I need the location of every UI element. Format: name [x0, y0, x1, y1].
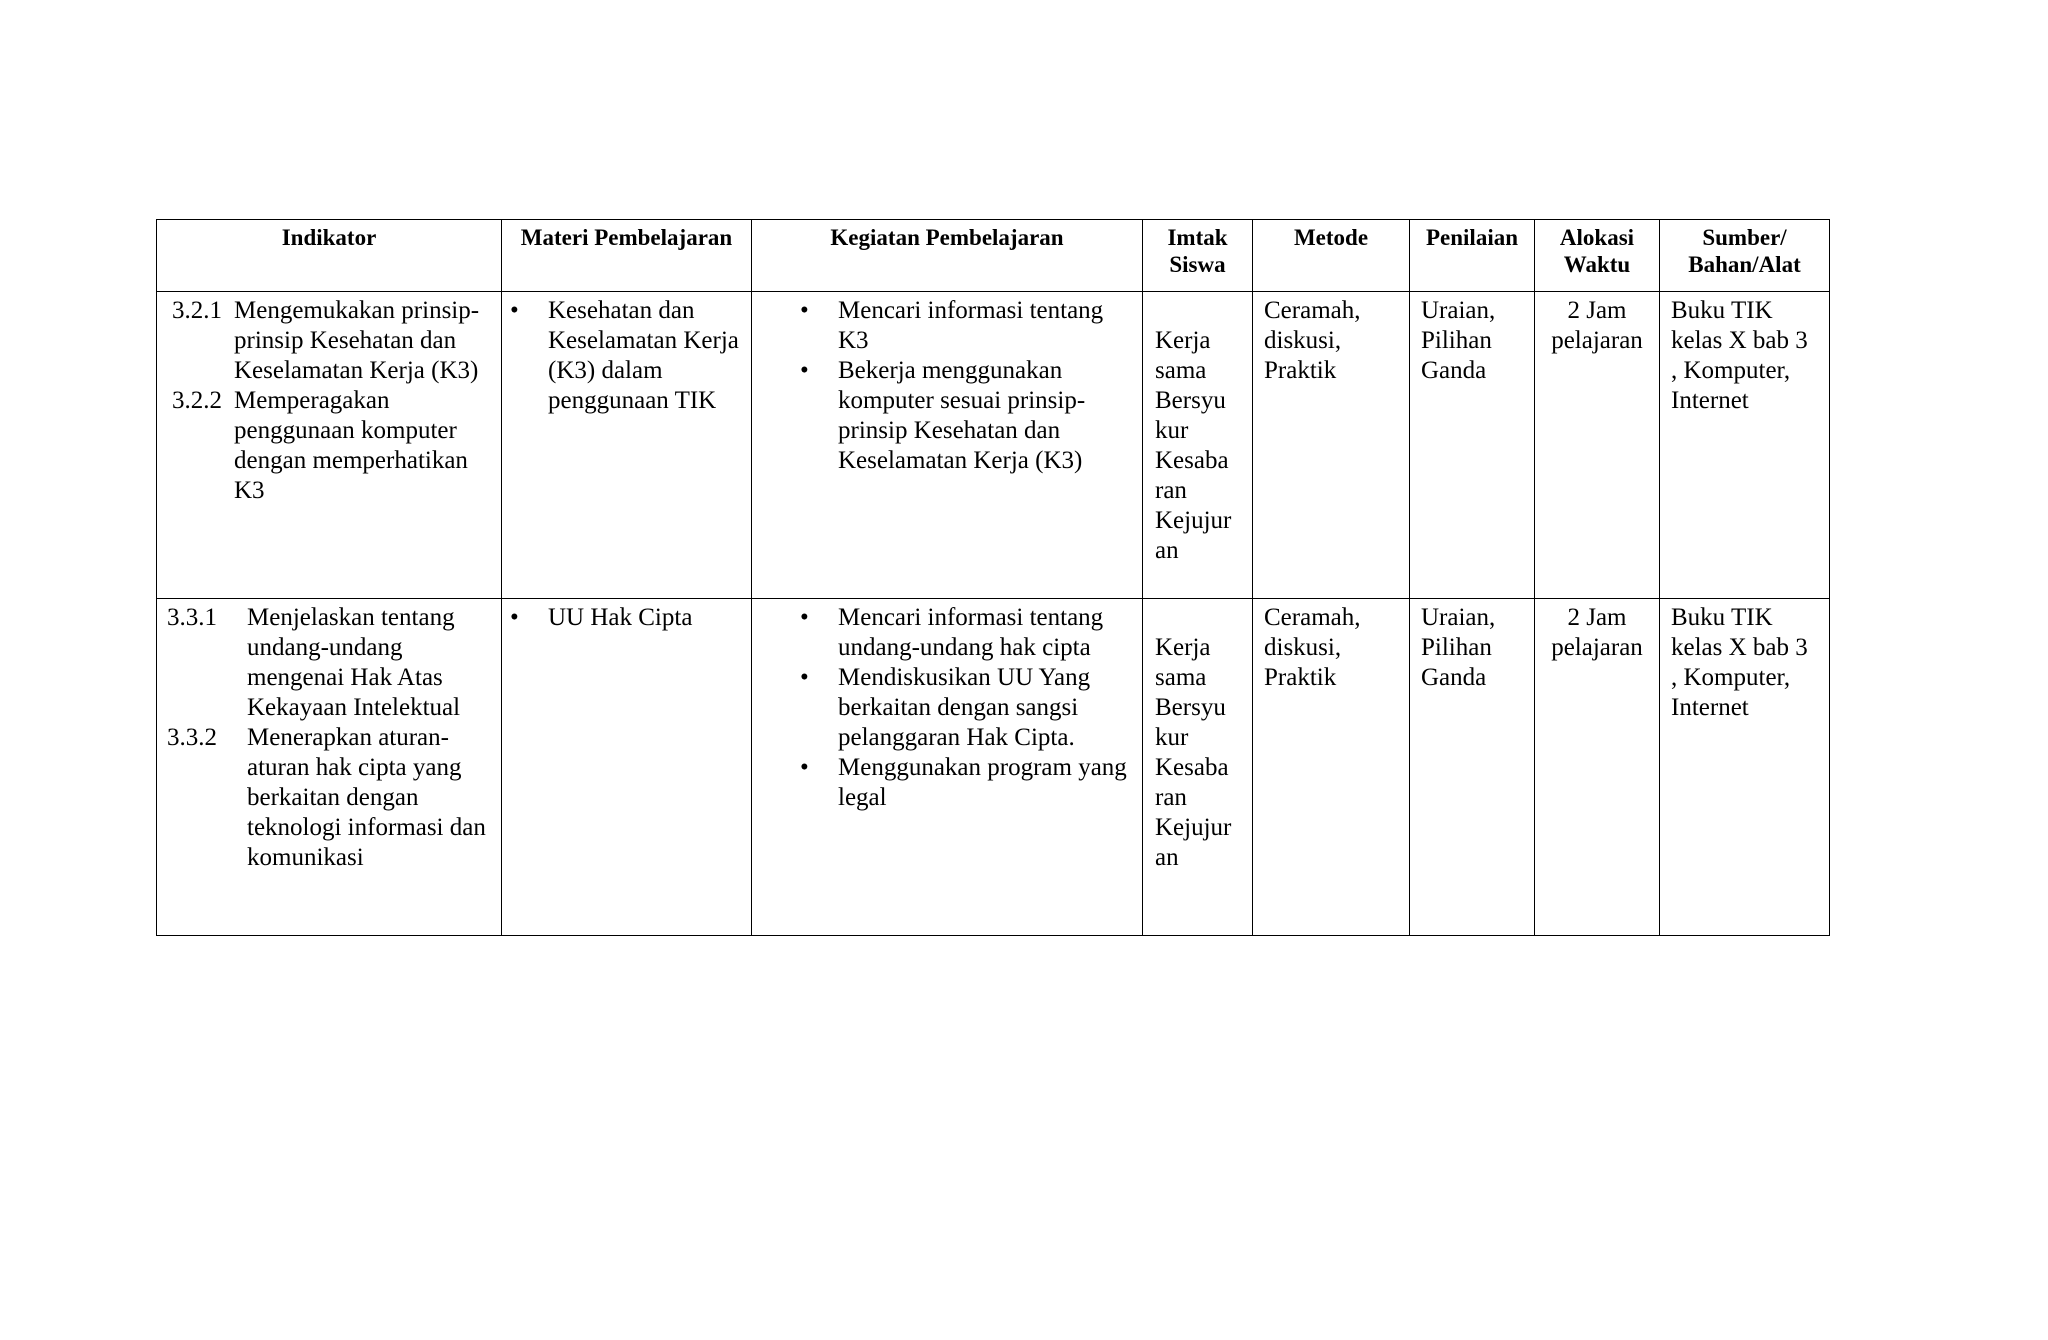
imtak-line: kur	[1155, 417, 1189, 444]
cell-metode	[1253, 599, 1410, 936]
cell-kegiatan	[752, 292, 1143, 599]
kegiatan-text: Menggunakan program yang legal	[838, 754, 1127, 811]
penilaian-line: Uraian,	[1421, 297, 1496, 324]
cell-indikator	[157, 599, 502, 936]
indikator-text: Mengemukakan prinsip-prinsip Kesehatan dan Keselamatan Kerja (K3)	[234, 297, 480, 384]
metode-line: Praktik	[1264, 664, 1337, 691]
header-sumber-line: Bahan/Alat	[1688, 252, 1801, 277]
table-row	[157, 599, 1830, 936]
cell-alokasi	[1535, 599, 1660, 936]
cell-materi	[502, 599, 752, 936]
materi-item	[510, 296, 743, 416]
imtak-line: Kejujur	[1155, 814, 1232, 841]
imtak-line: Kerja	[1155, 327, 1211, 354]
indikator-number: 3.2.1	[172, 297, 222, 324]
cell-sumber	[1660, 599, 1830, 936]
kegiatan-text: Bekerja menggunakan komputer sesuai prinsip-prinsip Kesehatan dan Keselamatan Kerja (K3)	[838, 357, 1086, 474]
cell-sumber	[1660, 292, 1830, 599]
cell-imtak	[1143, 599, 1253, 936]
header-alokasi-line: Alokasi	[1559, 225, 1635, 250]
bullet-icon: •	[800, 754, 809, 781]
metode-line: Ceramah,	[1264, 604, 1361, 631]
imtak-line: an	[1155, 537, 1179, 564]
imtak-line: Bersyu	[1155, 387, 1226, 414]
header-alokasi	[1535, 220, 1660, 292]
metode-line: Praktik	[1264, 357, 1337, 384]
sumber-line: kelas X bab 3	[1671, 327, 1808, 354]
alokasi-line: 2 Jam	[1567, 297, 1627, 324]
cell-metode	[1253, 292, 1410, 599]
indikator-text: Menjelaskan tentang undang-undang mengenai Hak Atas Kekayaan Intelektual	[247, 604, 461, 721]
indikator-item	[167, 603, 493, 723]
sumber-line: , Komputer,	[1671, 357, 1791, 384]
kegiatan-item	[800, 753, 1130, 813]
sumber-line: Internet	[1671, 694, 1749, 721]
imtak-line: Kejujur	[1155, 507, 1232, 534]
indikator-text: Memperagakan penggunaan komputer dengan memperhatikan K3	[234, 387, 468, 504]
penilaian-line: Ganda	[1421, 664, 1487, 691]
header-penilaian: Penilaian	[1410, 220, 1535, 292]
header-indikator: Indikator	[157, 220, 502, 292]
kegiatan-text: Mendiskusikan UU Yang berkaitan dengan sangsi pelanggaran Hak Cipta.	[838, 664, 1091, 751]
syllabus-table	[156, 219, 1830, 936]
cell-imtak	[1143, 292, 1253, 599]
penilaian-line: Ganda	[1421, 357, 1487, 384]
header-sumber-line: Sumber/	[1702, 225, 1787, 250]
sumber-line: , Komputer,	[1671, 664, 1791, 691]
materi-item	[510, 603, 743, 633]
header-imtak	[1143, 220, 1253, 292]
imtak-line: sama	[1155, 664, 1207, 691]
metode-line: diskusi,	[1264, 634, 1342, 661]
kegiatan-item	[800, 663, 1130, 753]
indikator-item	[167, 723, 493, 873]
table-header-row	[157, 220, 1830, 292]
bullet-icon: •	[510, 297, 519, 324]
cell-indikator	[157, 292, 502, 599]
indikator-item	[172, 386, 493, 506]
cell-kegiatan	[752, 599, 1143, 936]
kegiatan-item	[800, 296, 1130, 356]
kegiatan-text: Mencari informasi tentang K3	[838, 297, 1104, 354]
table-row	[157, 292, 1830, 599]
sumber-line: Internet	[1671, 387, 1749, 414]
cell-materi	[502, 292, 752, 599]
cell-alokasi	[1535, 292, 1660, 599]
metode-line: diskusi,	[1264, 327, 1342, 354]
indikator-number: 3.3.1	[167, 604, 217, 631]
penilaian-line: Uraian,	[1421, 604, 1496, 631]
sumber-line: kelas X bab 3	[1671, 634, 1808, 661]
bullet-icon: •	[800, 357, 809, 384]
kegiatan-list	[752, 296, 1142, 476]
indikator-list	[157, 603, 501, 873]
indikator-number: 3.3.2	[167, 724, 217, 751]
header-metode: Metode	[1253, 220, 1410, 292]
kegiatan-list	[752, 603, 1142, 813]
sumber-line: Buku TIK	[1671, 297, 1773, 324]
alokasi-line: pelajaran	[1551, 634, 1643, 661]
metode-line: Ceramah,	[1264, 297, 1361, 324]
imtak-line: Kerja	[1155, 634, 1211, 661]
materi-list	[502, 603, 751, 633]
kegiatan-item	[800, 603, 1130, 663]
bullet-icon: •	[800, 664, 809, 691]
header-materi: Materi Pembelajaran	[502, 220, 752, 292]
header-imtak-line: Imtak	[1167, 225, 1228, 250]
bullet-icon: •	[800, 297, 809, 324]
penilaian-line: Pilihan	[1421, 634, 1492, 661]
imtak-line: kur	[1155, 724, 1189, 751]
imtak-line: ran	[1155, 477, 1187, 504]
imtak-line: an	[1155, 844, 1179, 871]
bullet-icon: •	[510, 604, 519, 631]
cell-penilaian	[1410, 599, 1535, 936]
header-imtak-line: Siswa	[1169, 252, 1226, 277]
materi-text: Kesehatan dan Keselamatan Kerja (K3) dalam penggunaan TIK	[548, 297, 739, 414]
imtak-line: Kesaba	[1155, 754, 1229, 781]
imtak-line: ran	[1155, 784, 1187, 811]
kegiatan-item	[800, 356, 1130, 476]
imtak-line: Kesaba	[1155, 447, 1229, 474]
imtak-line: sama	[1155, 357, 1207, 384]
cell-penilaian	[1410, 292, 1535, 599]
penilaian-line: Pilihan	[1421, 327, 1492, 354]
bullet-icon: •	[800, 604, 809, 631]
indikator-number: 3.2.2	[172, 387, 222, 414]
alokasi-line: 2 Jam	[1567, 604, 1627, 631]
header-sumber	[1660, 220, 1830, 292]
materi-text: UU Hak Cipta	[548, 604, 693, 631]
header-kegiatan: Kegiatan Pembelajaran	[752, 220, 1143, 292]
indikator-list	[157, 296, 501, 506]
indikator-item	[172, 296, 493, 386]
kegiatan-text: Mencari informasi tentang undang-undang hak cipta	[838, 604, 1104, 661]
alokasi-line: pelajaran	[1551, 327, 1643, 354]
imtak-line: Bersyu	[1155, 694, 1226, 721]
sumber-line: Buku TIK	[1671, 604, 1773, 631]
header-alokasi-line: Waktu	[1563, 252, 1631, 277]
materi-list	[502, 296, 751, 416]
indikator-text: Menerapkan aturan-aturan hak cipta yang berkaitan dengan teknologi informasi dan komunikasi	[247, 724, 486, 871]
